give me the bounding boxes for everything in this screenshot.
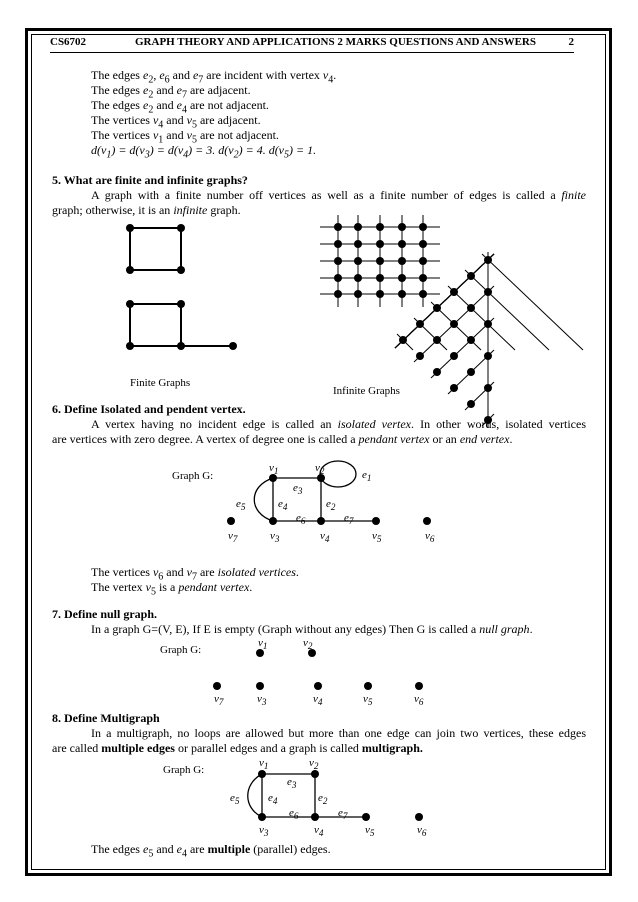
- q8-label-e6: $e_6$: [289, 807, 299, 822]
- q7-label-v4: $v_4$: [313, 693, 323, 708]
- q5-heading: 5. What are finite and infinite graphs?: [52, 173, 248, 187]
- triangle-vertex: [467, 304, 475, 312]
- grid-vertex: [354, 257, 362, 265]
- q8-label-e5: $e_5$: [230, 792, 240, 807]
- label-v1: $v_1$: [269, 462, 279, 477]
- q7-para-line-1: In a graph G=(V, E), If E is empty (Graph without any edges) Then G is called a null graph.: [91, 622, 533, 636]
- triangle-vertex: [450, 352, 458, 360]
- triangle-edge: [431, 318, 494, 378]
- q8-para-line-2: are called multiple edges or parallel edges and a graph is called multigraph.: [52, 741, 423, 755]
- caption-finite-graphs: Finite Graphs: [130, 377, 191, 389]
- q8-para-line-1: In a multigraph, no loops are allowed but more than one edge can join two vertices, these edges: [91, 726, 586, 740]
- page-number: 2: [568, 36, 574, 48]
- label-e4: $e_4$: [278, 498, 288, 513]
- q8-label-v5: $v_5$: [365, 824, 375, 839]
- grid-vertex: [354, 223, 362, 231]
- q6-graph-label: Graph G:: [172, 470, 214, 482]
- label-v2: $v_2$: [315, 462, 325, 477]
- triangle-edge: [465, 270, 549, 350]
- q7-graph-label: Graph G:: [160, 644, 202, 656]
- q6-para-line-1: A vertex having no incident edge is called an isolated vertex. In other words, isolated vertices: [91, 417, 586, 431]
- grid-vertex: [376, 240, 384, 248]
- finite-graph-1: [130, 228, 181, 270]
- q7-label-v6: $v_6$: [414, 693, 424, 708]
- triangle-vertex: [484, 320, 492, 328]
- label-v5: $v_5$: [372, 530, 382, 545]
- q8-statement: The edges $e_5$ and $e_4$ are multiple (parallel) edges.: [91, 842, 331, 860]
- q8-label-e3: $e_3$: [287, 776, 297, 791]
- intro-line-4: The vertices $v_4$ and $v_5$ are adjacent.: [91, 113, 261, 131]
- triangle-edge: [448, 286, 515, 350]
- q5-para-line-1: A graph with a finite number off vertices as well as a finite number of edges is called a finite: [91, 188, 586, 202]
- label-e1: $e_1$: [362, 469, 372, 484]
- triangle-vertex: [484, 288, 492, 296]
- grid-vertex: [419, 223, 427, 231]
- triangle-vertex: [467, 368, 475, 376]
- q8-label-v4: $v_4$: [314, 824, 324, 839]
- grid-vertex: [334, 257, 342, 265]
- grid-vertex: [398, 240, 406, 248]
- triangle-edge: [482, 254, 583, 350]
- grid-vertex: [376, 223, 384, 231]
- q7-label-v1: $v_1$: [258, 637, 268, 652]
- triangle-vertex: [484, 352, 492, 360]
- label-e6: $e_6$: [296, 512, 306, 527]
- grid-vertex: [376, 257, 384, 265]
- label-e3: $e_3$: [293, 482, 303, 497]
- label-e2: $e_2$: [326, 498, 336, 513]
- grid-vertex: [398, 290, 406, 298]
- triangle-vertex: [416, 320, 424, 328]
- q7-label-v2: $v_2$: [303, 637, 313, 652]
- triangle-vertex: [399, 336, 407, 344]
- q8-label-e2: $e_2$: [318, 792, 328, 807]
- grid-vertex: [419, 274, 427, 282]
- triangle-vertex: [433, 336, 441, 344]
- grid-vertex: [334, 290, 342, 298]
- grid-vertex: [354, 274, 362, 282]
- triangle-vertex: [467, 272, 475, 280]
- triangle-vertex: [484, 384, 492, 392]
- q6-heading: 6. Define Isolated and pendent vertex.: [52, 402, 246, 416]
- triangle-vertex: [433, 304, 441, 312]
- q8-label-v3: $v_3$: [259, 824, 269, 839]
- grid-vertex: [398, 223, 406, 231]
- triangle-vertex: [433, 368, 441, 376]
- triangle-vertex: [416, 352, 424, 360]
- graph-g-q8-edges: [248, 774, 366, 817]
- intro-line-3: The edges $e_2$ and $e_4$ are not adjacent.: [91, 98, 269, 116]
- grid-vertex: [354, 240, 362, 248]
- label-v7: $v_7$: [228, 530, 238, 545]
- intro-line-6: $d(v_1) = d(v_3) = d(v_4) = 3$. $d(v_2) = 4$. $d(v_5) = 1$.: [91, 143, 317, 161]
- q8-label-v6: $v_6$: [417, 824, 427, 839]
- q8-label-e7: $e_7$: [338, 807, 348, 822]
- intro-line-1: The edges $e_2$, $e_6$ and $e_7$ are incident with vertex $v_4$.: [91, 68, 337, 86]
- q8-heading: 8. Define Multigraph: [52, 711, 160, 725]
- q6-statement-2: The vertex $v_5$ is a pendant vertex.: [91, 580, 253, 598]
- grid-vertex: [419, 290, 427, 298]
- triangle-vertex: [467, 336, 475, 344]
- grid-vertex: [334, 274, 342, 282]
- label-v6: $v_6$: [425, 530, 435, 545]
- label-e5: $e_5$: [236, 498, 246, 513]
- triangle-vertex: [450, 384, 458, 392]
- grid-vertex: [376, 290, 384, 298]
- q7-label-v7: $v_7$: [214, 693, 224, 708]
- intro-line-2: The edges $e_2$ and $e_7$ are adjacent.: [91, 83, 251, 101]
- grid-vertex: [334, 223, 342, 231]
- label-v3: $v_3$: [270, 530, 280, 545]
- triangle-vertex: [467, 400, 475, 408]
- q6-statement-1: The vertices $v_6$ and $v_7$ are isolated vertices.: [91, 565, 299, 583]
- header-title: GRAPH THEORY AND APPLICATIONS 2 MARKS QUESTIONS AND ANSWERS: [135, 36, 536, 48]
- q7-label-v5: $v_5$: [363, 693, 373, 708]
- intro-line-5: The vertices $v_1$ and $v_5$ are not adjacent.: [91, 128, 279, 146]
- triangle-vertex: [450, 320, 458, 328]
- finite-graph-1-vertices: [126, 224, 185, 274]
- caption-infinite-graphs: Infinite Graphs: [333, 385, 400, 397]
- finite-graph-2: [130, 304, 233, 346]
- grid-vertex: [419, 257, 427, 265]
- infinite-triangle-vertices: [399, 256, 492, 424]
- q8-label-v2: $v_2$: [309, 757, 319, 772]
- q8-graph-label: Graph G:: [163, 764, 205, 776]
- grid-vertex: [354, 290, 362, 298]
- q7-label-v3: $v_3$: [257, 693, 267, 708]
- grid-vertex: [398, 274, 406, 282]
- grid-vertex: [376, 274, 384, 282]
- label-e7: $e_7$: [344, 512, 354, 527]
- label-v4: $v_4$: [320, 530, 330, 545]
- course-code: CS6702: [50, 36, 87, 48]
- q8-label-e4: $e_4$: [268, 792, 278, 807]
- q6-para-line-2: are vertices with zero degree. A vertex of degree one is called a pendant vertex or an end vertex.: [52, 432, 513, 446]
- q8-label-v1: $v_1$: [259, 757, 269, 772]
- grid-vertex: [398, 257, 406, 265]
- triangle-vertex: [450, 288, 458, 296]
- q5-para-line-2: graph; otherwise, it is an infinite graph.: [52, 203, 241, 217]
- graph-g-q7-vertices: [213, 649, 423, 690]
- triangle-vertex: [484, 256, 492, 264]
- grid-vertex: [419, 240, 427, 248]
- grid-vertex: [334, 240, 342, 248]
- q7-heading: 7. Define null graph.: [52, 607, 158, 621]
